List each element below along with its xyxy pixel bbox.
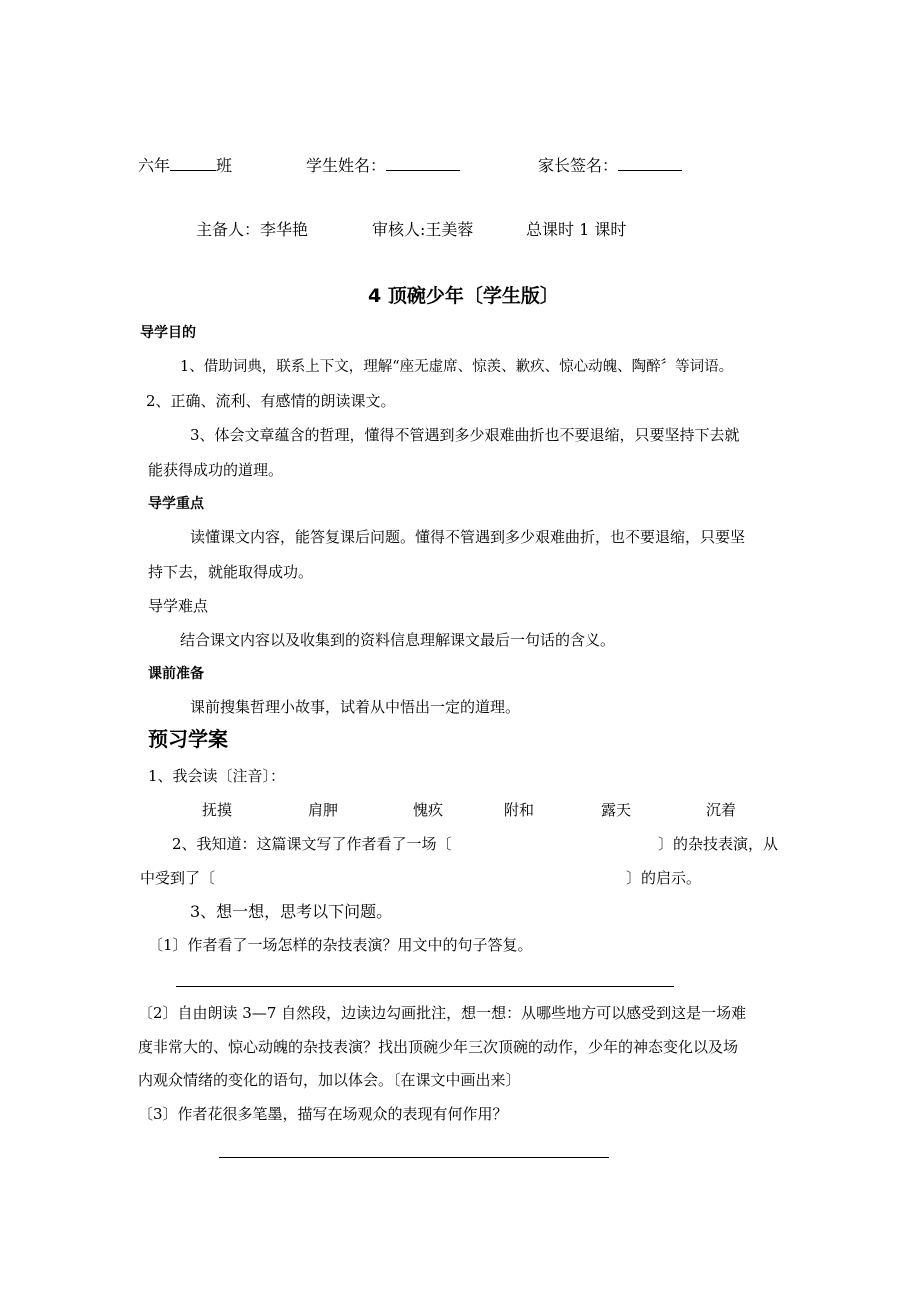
answer-line-1[interactable] [176,986,674,987]
preparation-heading: 课前准备 [148,666,204,682]
parent-signature-label: 家长签名： [538,156,619,175]
objective-3-line2: 能获得成功的道理。 [148,461,284,479]
question-3-2-line3: 内观众情绪的变化的语句，加以体会。〔在课文中画出来〕 [138,1071,521,1089]
question-3-3: 〔3〕作者花很多笔墨，描写在场观众的表现有何作用？ [138,1105,508,1123]
student-name-blank[interactable] [386,156,460,171]
pinyin-word-1: 抚摸 [202,801,233,819]
focus-heading: 导学重点 [148,496,204,512]
answer-line-2[interactable] [219,1157,609,1158]
grade-prefix: 六年 [138,156,171,175]
header-row [138,156,232,174]
difficulty-heading: 导学难点 [148,597,209,615]
pinyin-word-2: 肩胛 [308,801,339,819]
page-title: 4 顶碗少年〔学生版〕 [368,285,559,307]
preview-q1: 1、我会读〔注音〕： [148,767,286,785]
preview-q2-part4: 〕的启示。 [626,869,702,887]
pinyin-word-4: 附和 [504,801,535,819]
total-hours: 总课时 1 课时 [526,220,627,239]
class-blank[interactable] [170,156,216,171]
preview-q2-part3: 中受到了〔 [140,869,216,887]
student-name-label: 学生姓名： [306,156,387,175]
preview-heading: 预习学案 [148,727,228,751]
parent-signature-blank[interactable] [618,156,682,171]
pinyin-word-5: 露天 [601,801,632,819]
pinyin-word-3: 愧疚 [413,801,444,819]
focus-line1: 读懂课文内容，能答复课后问题。懂得不管遇到多少艰难曲折，也不要退缩，只要坚 [190,528,746,546]
objective-1: 1、借助词典，联系上下文，理解“座无虚席、惊羡、歉疚、惊心动魄、陶醉〞等词语。 [180,359,734,375]
objective-3-line1: 3、体会文章蕴含的哲理，懂得不管遇到多少艰难曲折也不要退缩，只要坚持下去就 [190,426,740,444]
pinyin-word-6: 沉着 [706,801,737,819]
preview-q2-part1: 2、我知道：这篇课文写了作者看了一场〔 [172,835,452,853]
focus-line2: 持下去，就能取得成功。 [148,563,314,581]
preview-q3: 3、想一想，思考以下问题。 [190,902,393,921]
question-3-2-line1: 〔2〕自由朗读 3—7 自然段，边读边勾画批注，想一想：从哪些地方可以感受到这是一场难 [138,1004,747,1022]
parent-signature-field [538,156,682,174]
question-3-1: 〔1〕作者看了一场怎样的杂技表演？用文中的句子答复。 [148,936,533,954]
student-name-field [306,156,460,174]
reviewer: 审核人:王美蓉 [372,220,474,239]
grade-suffix: 班 [216,156,233,175]
difficulty-text: 结合课文内容以及收集到的资料信息理解课文最后一句话的含义。 [180,631,616,649]
objectives-heading: 导学目的 [140,325,196,341]
question-3-2-line2: 度非常大的、惊心动魄的杂技表演？找出顶碗少年三次顶碗的动作，少年的神态变化以及场 [138,1038,739,1056]
preparation-text: 课前搜集哲理小故事，试着从中悟出一定的道理。 [190,698,521,716]
preparer: 主备人：李华艳 [196,220,309,239]
objective-2: 2、正确、流利、有感情的朗读课文。 [146,392,396,410]
preview-q2-part2: 〕的杂技表演，从 [658,835,779,853]
